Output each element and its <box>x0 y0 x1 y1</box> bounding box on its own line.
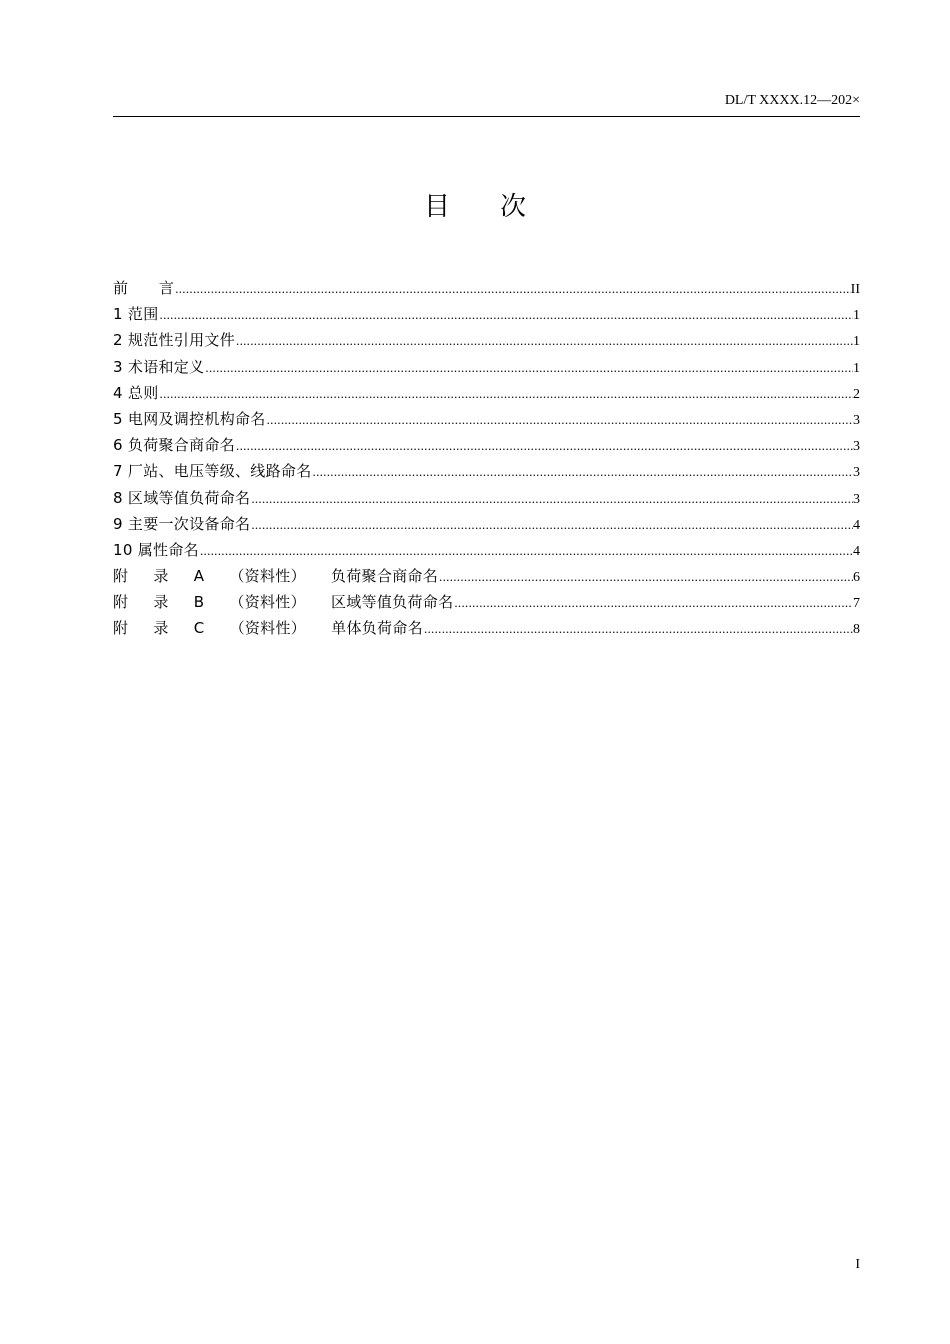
toc-dot-leader <box>250 486 853 512</box>
toc-entry-station-line-naming[interactable] <box>113 458 860 484</box>
toc-dot-leader <box>159 302 853 328</box>
toc-dot-leader <box>199 538 853 564</box>
toc-entry-page: 4 <box>853 517 860 533</box>
toc-entry-page: 1 <box>853 308 860 324</box>
toc-dot-leader <box>312 459 853 485</box>
toc-entry-label: 附 录 A （资料性） 负荷聚合商命名 <box>113 567 439 586</box>
toc-entry-label: 前 言 <box>113 279 175 297</box>
toc-entry-scope[interactable] <box>113 301 860 327</box>
page-header <box>113 92 860 117</box>
toc-entry-label: 附 录 B （资料性） 区域等值负荷命名 <box>113 593 454 612</box>
toc-entry-label: 9 主要一次设备命名 <box>113 514 251 533</box>
toc-dot-leader <box>174 276 850 302</box>
toc-entry-label: 附 录 C （资料性） 单体负荷命名 <box>113 619 423 638</box>
toc-entry-label: 4 总则 <box>113 383 159 402</box>
toc-dot-leader <box>204 355 853 381</box>
toc-entry-primary-equipment[interactable] <box>113 511 860 537</box>
toc-entry-label: 7 厂站、电压等级、线路命名 <box>113 462 312 481</box>
toc-entry-page: 3 <box>853 412 860 428</box>
toc-entry-label: 5 电网及调控机构命名 <box>113 409 266 428</box>
toc-entry-normative-references[interactable] <box>113 327 860 353</box>
toc-entry-page: 8 <box>853 622 860 638</box>
toc-dot-leader <box>159 381 853 407</box>
toc-entry-label: 8 区域等值负荷命名 <box>113 488 251 507</box>
toc-entry-label: 6 负荷聚合商命名 <box>113 436 236 455</box>
page-number: I <box>855 1257 860 1272</box>
table-of-contents <box>113 275 860 642</box>
toc-entry-page: 4 <box>853 543 860 559</box>
toc-entry-page: 3 <box>853 465 860 481</box>
toc-entry-page: 1 <box>853 360 860 376</box>
toc-entry-page: 3 <box>853 491 860 507</box>
toc-entry-page: II <box>850 282 860 297</box>
toc-dot-leader <box>266 407 853 433</box>
toc-entry-appendix-c[interactable] <box>113 615 860 641</box>
toc-entry-label: 2 规范性引用文件 <box>113 331 236 350</box>
toc-entry-page: 3 <box>853 439 860 455</box>
toc-entry-page: 2 <box>853 386 860 402</box>
toc-dot-leader <box>250 512 853 538</box>
toc-entry-terms-definitions[interactable] <box>113 354 860 380</box>
toc-dot-leader <box>235 433 853 459</box>
toc-entry-label: 3 术语和定义 <box>113 357 205 376</box>
toc-entry-label: 1 范围 <box>113 305 159 324</box>
toc-entry-general[interactable] <box>113 380 860 406</box>
toc-entry-page: 6 <box>853 570 860 586</box>
toc-dot-leader <box>453 590 853 616</box>
document-code: DL/T XXXX.12—202× <box>724 93 860 108</box>
toc-entry-grid-naming[interactable] <box>113 406 860 432</box>
toc-entry-attribute-naming[interactable] <box>113 537 860 563</box>
toc-dot-leader <box>423 616 853 642</box>
toc-dot-leader <box>438 564 853 590</box>
toc-entry-appendix-b[interactable] <box>113 589 860 615</box>
toc-entry-regional-equivalent-load[interactable] <box>113 485 860 511</box>
toc-entry-page: 1 <box>853 334 860 350</box>
toc-entry-label: 10 属性命名 <box>113 540 199 559</box>
toc-entry-foreword[interactable] <box>113 275 860 301</box>
toc-title: 目次 <box>423 192 576 222</box>
toc-entry-load-aggregator-naming[interactable] <box>113 432 860 458</box>
toc-dot-leader <box>235 328 853 354</box>
toc-entry-page: 7 <box>853 596 860 612</box>
toc-entry-appendix-a[interactable] <box>113 563 860 589</box>
